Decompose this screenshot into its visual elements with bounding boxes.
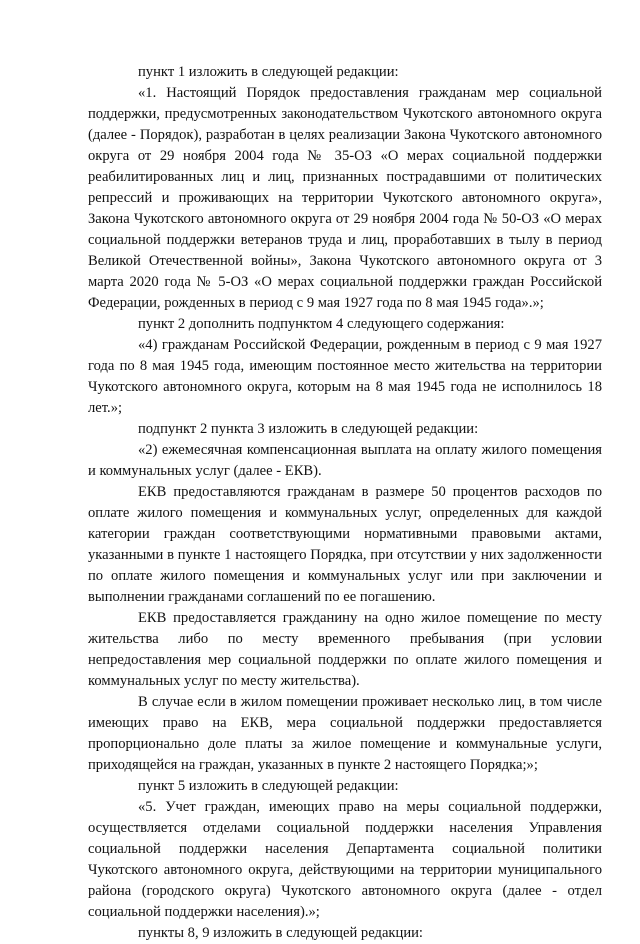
- paragraph-9: В случае если в жилом помещении проживает несколько лиц, в том числе имеющих право на ЕКВ, мера социальной поддержки предоставляется пропорционально доле платы за жилое помещение и коммунальные услуги, приходящейся на граждан, указанных в пункте 2 настоящего Порядка;»;: [88, 694, 602, 773]
- paragraph-8: ЕКВ предоставляется гражданину на одно жилое помещение по месту жительства либо по месту временного пребывания (при условии непредоставления мер социальной поддержки по оплате жилого помещения и коммунальных услуг по месту жительства).: [88, 610, 602, 689]
- paragraph-7: ЕКВ предоставляются гражданам в размере 50 процентов расходов по оплате жилого помещения и коммунальных услуг, определенных для каждой категории граждан соответствующими нормативными правовыми актами, указанными в пункте 1 настоящего Порядка, при отсутствии у них задолженности по оплате жилого помещения и коммунальных услуг или при заключении и выполнении гражданами соглашений по ее погашению.: [88, 484, 602, 605]
- paragraph-12: пункты 8, 9 изложить в следующей редакции:: [138, 925, 423, 941]
- paragraph-10: пункт 5 изложить в следующей редакции:: [138, 778, 399, 794]
- paragraph-5: подпункт 2 пункта 3 изложить в следующей редакции:: [138, 421, 479, 437]
- paragraph-6: «2) ежемесячная компенсационная выплата на оплату жилого помещения и коммунальных услуг (далее - ЕКВ).: [88, 442, 602, 479]
- paragraph-3: пункт 2 дополнить подпунктом 4 следующего содержания:: [138, 316, 505, 332]
- document-page: [88, 62, 602, 944]
- paragraph-2: «1. Настоящий Порядок предоставления гражданам мер социальной поддержки, предусмотренных законодательством Чукотского автономного округа (далее - Порядок), разработан в целях реализации Закона Чукотского автономного округа от 29 ноября 2004 года № 35-ОЗ «О мерах социальной поддержки реабилитированных лиц и лиц, признанных пострадавшими от политических репрессий и проживающих на территории Чукотского автономного округа», Закона Чукотского автономного округа от 29 ноября 2004 года № 50-ОЗ «О мерах социальной поддержки ветеранов труда и лиц, проработавших в тылу в период Великой Отечественной войны», Закона Чукотского автономного округа от 3 марта 2020 года № 5-ОЗ «О мерах социальной поддержки граждан Российской Федерации, рожденных в период с 9 мая 1927 года по 8 мая 1945 года».»;: [88, 85, 602, 311]
- paragraph-1: пункт 1 изложить в следующей редакции:: [138, 64, 399, 80]
- paragraph-11: «5. Учет граждан, имеющих право на меры социальной поддержки, осуществляется отделами социальной поддержки населения Управления социальной поддержки населения Департамента социальной политики Чукотского автономного округа, действующими на территории муниципального района (городского округа) Чукотского автономного округа (далее - отдел социальной поддержки населения).»;: [88, 799, 602, 920]
- paragraph-4: «4) гражданам Российской Федерации, рожденным в период с 9 мая 1927 года по 8 мая 1945 года, имеющим постоянное место жительства на территории Чукотского автономного округа, которым на 8 мая 1945 года не исполнилось 18 лет.»;: [88, 337, 602, 416]
